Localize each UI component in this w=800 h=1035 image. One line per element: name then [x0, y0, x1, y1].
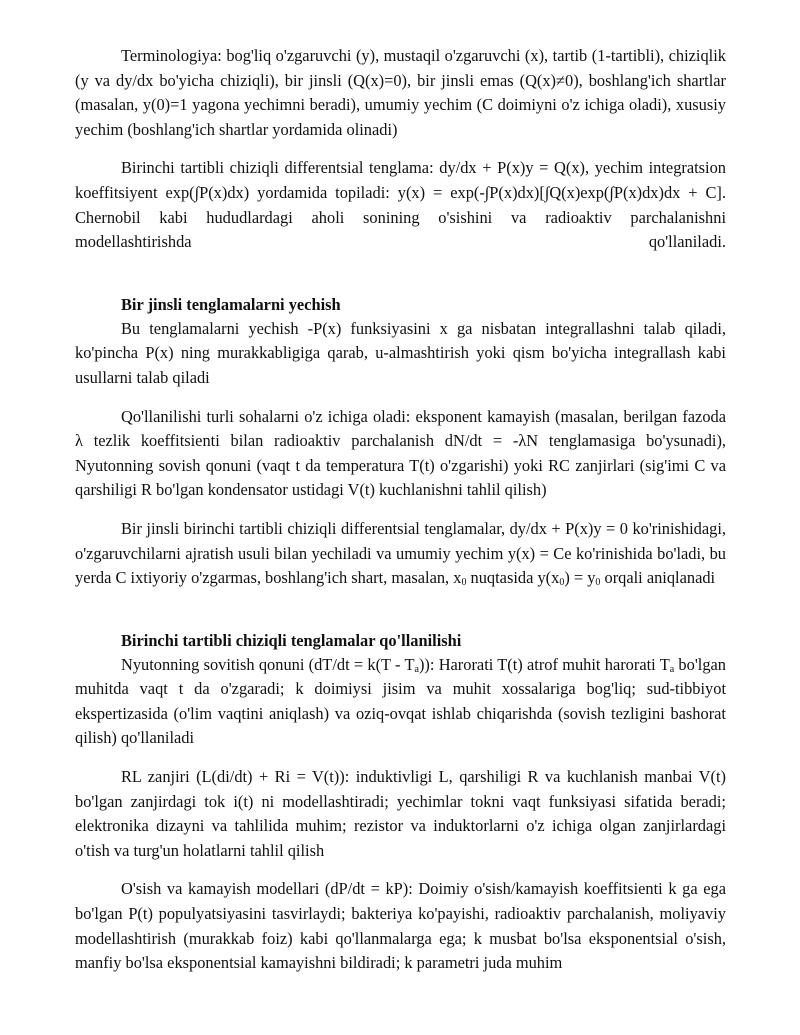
- subscript: a: [414, 663, 419, 675]
- paragraph-terminology: Terminologiya: bog'liq o'zgaruvchi (y), mustaqil o'zgaruvchi (x), tartib (1-tartibli), chiziqlik (y va dy/dx bo'yicha chiziqli), bir jinsli (Q(x)=0), bir jinsli emas (Q(x)≠0), boshlang'ich shartlar (masalan, y(0)=1 yagona yechimni beradi), umumiy yechim (C doimiyni o'z ichiga oladi), xususiy yechim (boshlang'ich shartlar yordamida olinadi): [75, 46, 726, 139]
- subscript: a: [669, 663, 675, 675]
- text-segment: bo'lgan muhitda vaqt t da o'zgaradi; k doimiysi jisim va muhit xossalariga bog'liq; sud-tibbiyot ekspertizasida (o'lim vaqtini aniqlash) va oziq-ovqat ishlab chiqarishda (sovish tezligini bashorat qilish) qo'llaniladi: [75, 654, 726, 748]
- text-segment: )): Harorati T(t) atrof muhit harorati T: [418, 654, 670, 674]
- document-page: [75, 44, 726, 976]
- paragraph-newton-cooling: [75, 653, 726, 751]
- text-segment: ) = y: [564, 568, 596, 588]
- subscript: 0: [559, 577, 565, 589]
- text-segment: nuqtasida y(x: [466, 568, 560, 588]
- paragraph-growth-decay: O'sish va kamayish modellari (dP/dt = kP): Doimiy o'sish/kamayish koeffitsienti k ga ega bo'lgan P(t) populyatsiyasini tasvirlaydi; bakteriya ko'payishi, radioaktiv parchalanish, moliyaviy modellashtirish (murakkab foiz) kabi qo'llanmalarga ega; k musbat bo'lsa eksponentsial o'sish, manfiy bo'lsa eksponentsial kamayishni bildiradi; k parametri juda muhim: [75, 879, 726, 973]
- subscript: 0: [461, 577, 467, 589]
- subscript: 0: [595, 577, 601, 589]
- paragraph-rl-circuit: RL zanjiri (L(di/dt) + Ri = V(t)): induktivligi L, qarshiligi R va kuchlanish manbai V(t) bo'lgan zanjirdagi tok i(t) ni modellashtiradi; yechimlar tokni vaqt funksiyasi sifatida beradi; elektronika dizayni va tahlilida muhim; rezistor va induktorlarni o'z ichiga olgan zanjirlardagi o'tish va turg'un holatlarni tahlil qilish: [75, 767, 726, 860]
- paragraph-linear-equation: Birinchi tartibli chiziqli differentsial tenglama: dy/dx + P(x)y = Q(x), yechim integratsion koeffitsiyent exp(∫P(x)dx) yordamida topiladi: y(x) = exp(-∫P(x)dx)[∫Q(x)exp(∫P(x)dx)dx + C]. Chernobil kabi hududlardagi aholi sonining o'sishini va radioaktiv parchalanishni modellashtirishda qo'llaniladi.: [75, 158, 726, 252]
- paragraph-homogeneous-solution: [75, 517, 726, 591]
- text-segment: Nyutonning sovitish qonuni (dT/dt = k(T - T: [121, 654, 415, 674]
- text-segment: orqali aniqlanadi: [600, 568, 716, 588]
- paragraph-integration: Bu tenglamalarni yechish -P(x) funksiyasini x ga nisbatan integrallashni talab qiladi, ko'pincha P(x) ning murakkabligiga qarab, u-almashtirish yoki qism bo'yicha integrallash kabi usullarni talab qiladi: [75, 318, 726, 387]
- text-segment: Bir jinsli birinchi tartibli chiziqli differentsial tenglamalar, dy/dx + P(x)y = 0 ko'rinishidagi, o'zgaruvchilarni ajratish usuli bilan yechiladi va umumiy yechim y(x) = Ce ko'rinishida bo'ladi, bu yerda C ixtiyoriy o'zgarmas, boshlang'ich shart, masalan, x: [75, 518, 726, 588]
- heading-applications: Birinchi tartibli chiziqli tenglamalar qo'llanilishi: [121, 630, 462, 650]
- paragraph-applications: Qo'llanilishi turli sohalarni o'z ichiga oladi: eksponent kamayish (masalan, berilgan fazoda λ tezlik koeffitsienti bilan radioaktiv parchalanish dN/dt = -λN tenglamasiga bo'ysunadi), Nyutonning sovish qonuni (vaqt t da temperatura T(t) o'zgarishi) yoki RC zanjirlari (sig'imi C va qarshiligi R bo'lgan kondensator ustidagi V(t) kuchlanishni tahlil qilish): [75, 406, 726, 500]
- heading-homogeneous: Bir jinsli tenglamalarni yechish: [121, 294, 341, 314]
